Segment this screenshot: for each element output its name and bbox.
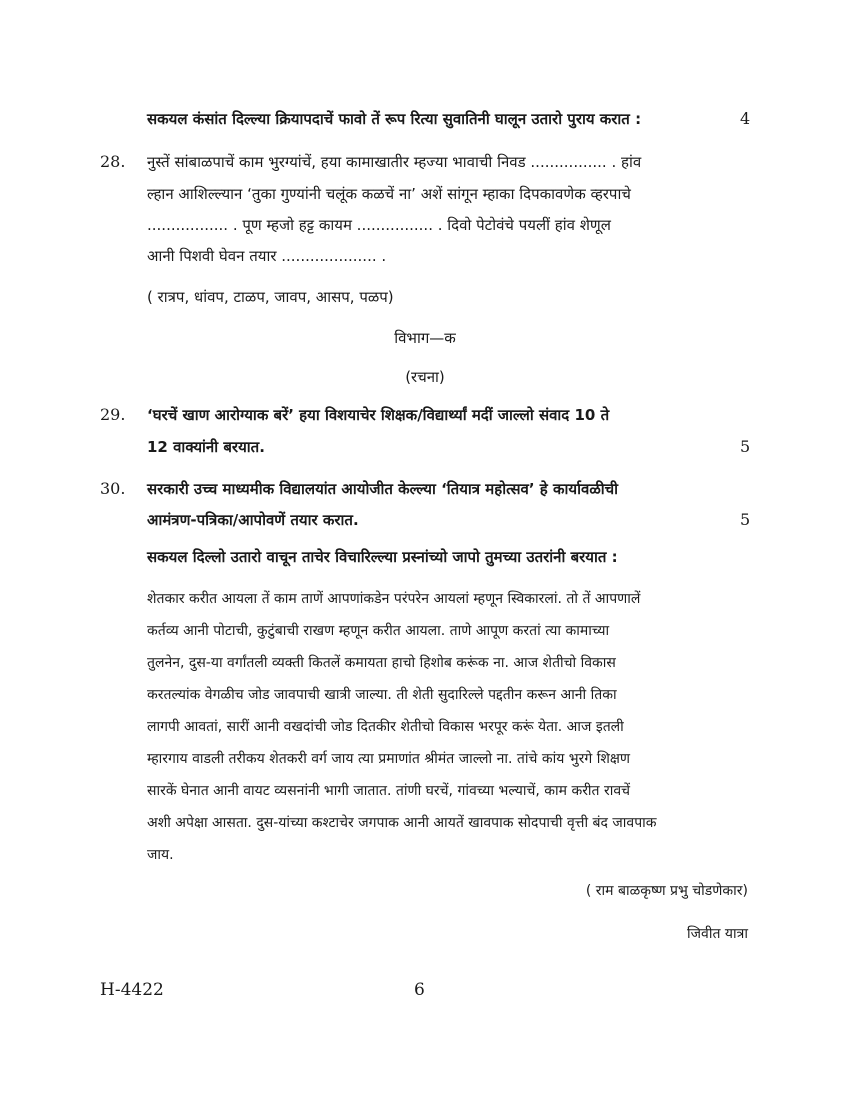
passage-line-1: शेतकार करीत आयला तें काम ताणें आपणांकडेन परंपरेन आयलां म्हणून स्विकारलां. तो तें आपणालें bbox=[147, 591, 641, 607]
section-subheading: (रचना) bbox=[405, 368, 445, 386]
passage-line-4: करतल्यांक वेगळीच जोड जावपाची खात्री जाल्या. ती शेती सुदारिल्ले पद्दतीन करून आनी तिका bbox=[147, 687, 617, 703]
paper-code: H-4422 bbox=[100, 980, 164, 1000]
question-28-number: 28. bbox=[100, 152, 126, 171]
question-28-line-4: आनी पिशवी घेवन तयार .................... . bbox=[147, 247, 387, 265]
question-28-options: ( रात्रप, धांवप, टाळप, जावप, आसप, पळप) bbox=[147, 288, 394, 306]
question-29-marks: 5 bbox=[740, 437, 751, 456]
page-number: 6 bbox=[414, 980, 425, 1000]
question-30-marks: 5 bbox=[740, 510, 751, 529]
passage-source: जिवीत यात्रा bbox=[687, 926, 748, 942]
question-28-line-2: ल्हान आशिल्ल्यान ‘तुका गुण्यांनी चलूंक कळचें ना’ अशें सांगून म्हाका दिपकावणेक व्हरपाचे bbox=[147, 185, 631, 203]
question-29-line-2: 12 वाक्यांनी बरयात. bbox=[147, 438, 265, 456]
passage-line-7: सारकें घेनात आनी वायट व्यसनांनी भागी जातात. तांणी घरचें, गांवच्या भल्याचें, काम करीत रावचें bbox=[147, 783, 631, 799]
question-30-line-1: सरकारी उच्च माध्यमीक विद्यालयांत आयोजीत केल्ल्या ‘तियात्र महोत्सव’ हे कार्यावळीची bbox=[147, 480, 619, 498]
passage-line-8: अशी अपेक्षा आसता. दुस-यांच्या कश्टाचेर जगपाक आनी आयतें खावपाक सोदपाची वृत्ती बंद जावपाक bbox=[147, 815, 657, 831]
passage-line-9: जाय. bbox=[147, 847, 174, 863]
question-28-line-3: ................. . पूण म्हजो हट्ट कायम ................ . दिवो पेटोवंचे पयलीं हांव शेणूल bbox=[147, 216, 611, 234]
question-30-number: 30. bbox=[100, 479, 126, 498]
instruction-top: सकयल कंसांत दिल्ल्या क्रियापदाचें फावो तें रूप रित्या सुवातिनी घालून उतारो पुराय करात : bbox=[147, 110, 642, 128]
question-29-line-1: ‘घरचें खाण आरोग्याक बरें’ हया विशयाचेर शिक्षक/विद्यार्थ्यां मदीं जाल्लो संवाद 10 ते bbox=[147, 406, 610, 424]
question-30-line-2: आमंत्रण-पत्रिका/आपोवणें तयार करात. bbox=[147, 511, 359, 529]
question-29-number: 29. bbox=[100, 405, 126, 424]
passage-line-2: कर्तव्य आनी पोटाची, कुटुंबाची राखण म्हणून करीत आयला. ताणे आपूण करतां त्या कामाच्या bbox=[147, 623, 610, 639]
instruction-top-marks: 4 bbox=[740, 109, 751, 128]
passage-line-5: लागपी आवतां, सारीं आनी वखदांची जोड दितकीर शेतीचो विकास भरपूर करूं येता. आज इतली bbox=[147, 719, 624, 735]
question-28-line-1: नुस्तें सांबाळपाचें काम भुरग्यांचें, हया कामाखातीर म्हज्या भावाची निवड ................ . हांव bbox=[147, 153, 642, 171]
passage-line-3: तुलनेन, दुस-या वर्गांतली व्यक्ती कितलें कमायता हाचो हिशोब करूंक ना. आज शेतीचो विकास bbox=[147, 655, 616, 671]
section-heading: विभाग—क bbox=[394, 329, 456, 347]
passage-instruction: सकयल दिल्लो उतारो वाचून ताचेर विचारिल्ल्या प्रस्नांच्यो जापो तुमच्या उतरांनी बरयात : bbox=[147, 548, 618, 566]
passage-line-6: म्हारगाय वाडली तरीकय शेतकरी वर्ग जाय त्या प्रमाणांत श्रीमंत जाल्लो ना. तांचे कांय भुरगे शिक्षण bbox=[147, 751, 630, 767]
passage-author: ( राम बाळकृष्ण प्रभु चोडणेकार) bbox=[585, 883, 748, 899]
